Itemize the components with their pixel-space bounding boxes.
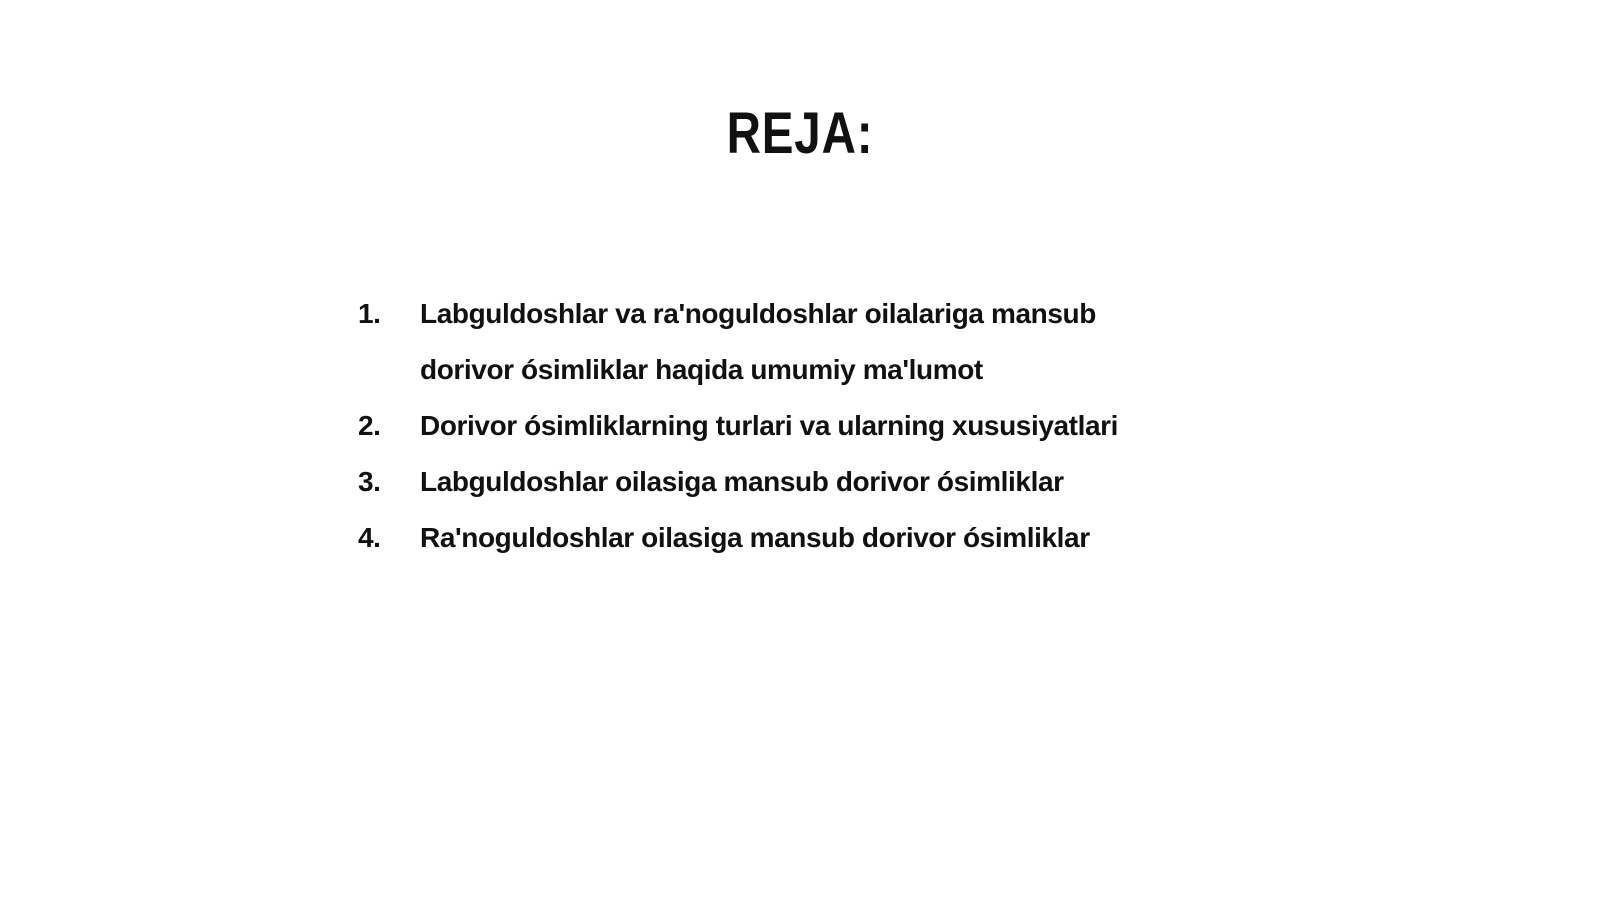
plan-item-3 xyxy=(358,454,1258,510)
plan-item-number: 4. xyxy=(358,522,381,553)
plan-item-number: 2. xyxy=(358,410,381,441)
plan-item-text: Ra'noguldoshlar oilasiga mansub dorivor ósimliklar xyxy=(420,522,1090,553)
plan-item-4 xyxy=(358,510,1258,566)
slide-title: REJA: xyxy=(726,101,874,166)
plan-item-1 xyxy=(358,286,1258,398)
plan-item-text: Dorivor ósimliklarning turlari va ularning xususiyatlari xyxy=(420,410,1119,441)
plan-item-text: Labguldoshlar oilasiga mansub dorivor ósimliklar xyxy=(420,466,1064,497)
plan-item-number: 3. xyxy=(358,466,381,497)
plan-item-2 xyxy=(358,398,1258,454)
plan-item-text: Labguldoshlar va ra'noguldoshlar oilalariga mansub dorivor ósimliklar haqida umumiy ma'lumot xyxy=(420,298,1096,385)
plan-list xyxy=(358,286,1258,566)
plan-item-number: 1. xyxy=(358,298,381,329)
